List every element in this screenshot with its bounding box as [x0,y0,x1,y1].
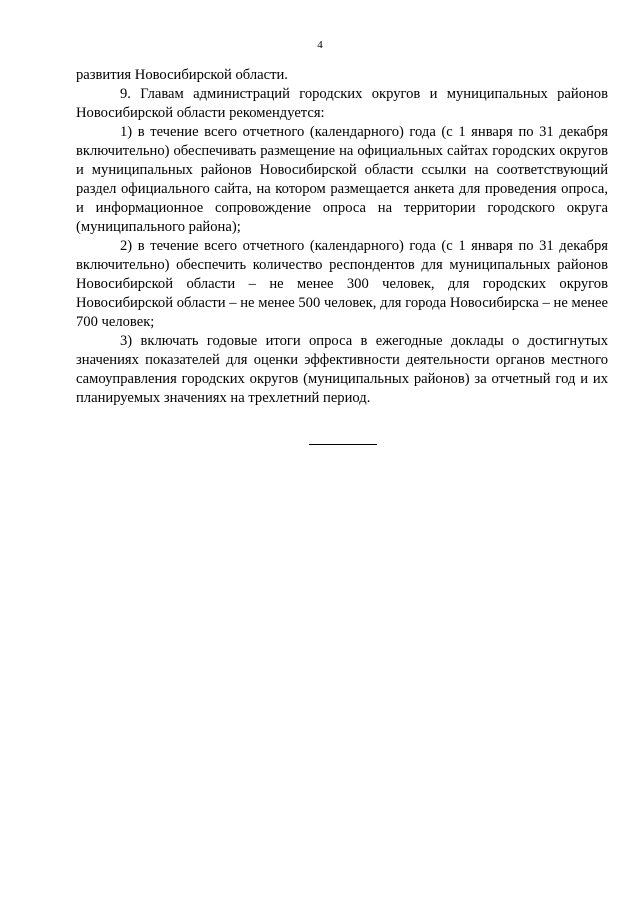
paragraph-subitem-2: 2) в течение всего отчетного (календарного) года (с 1 января по 31 декабря включительно) обеспечить количество респондентов для муниципальных районов Новосибирской области – не менее 300 человек, для городских округов Новосибирской области – не менее 500 человек, для города Новосибирска – не менее 700 человек; [76,238,608,330]
page-number: 4 [317,39,323,51]
paragraph-subitem-1: 1) в течение всего отчетного (календарного) года (с 1 января по 31 декабря включительно) обеспечивать размещение на официальных сайтах городских округов и муниципальных районов Новосибирской области ссылки на соответствующий раздел официального сайта, на котором размещается анкета для проведения опроса, и информационное сопровождение опроса на территории городского округа (муниципального района); [76,124,608,235]
paragraph-subitem-3: 3) включать годовые итоги опроса в ежегодные доклады о достигнутых значениях показателей для оценки эффективности деятельности органов местного самоуправления городских округов (муниципальных районов) за отчетный год и их планируемых значениях на трехлетний период. [76,333,608,406]
paragraph-item-9: 9. Главам администраций городских округов и муниципальных районов Новосибирской области рекомендуется: [76,86,608,121]
document-body [76,66,608,408]
end-of-document-line [309,444,377,445]
paragraph-continuation: развития Новосибирской области. [76,67,288,83]
